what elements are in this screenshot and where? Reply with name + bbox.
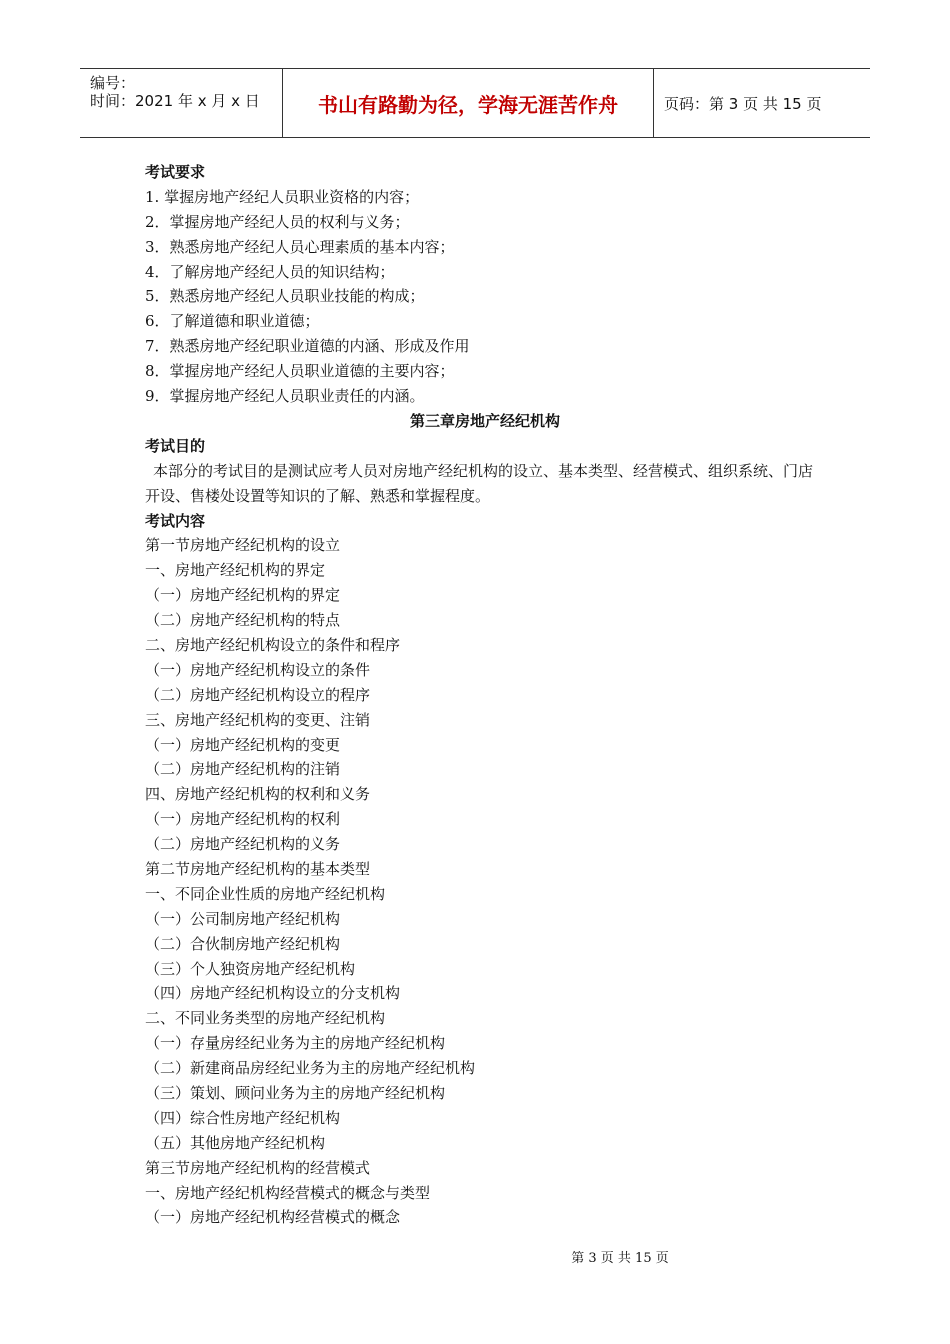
contents-line: （三）策划、顾问业务为主的房地产经纪机构 <box>145 1083 446 1102</box>
requirement-item: 2．掌握房地产经纪人员的权利与义务； <box>145 212 410 231</box>
contents-line: （一）房地产经纪机构的界定 <box>145 586 341 605</box>
requirement-item: 7．熟悉房地产经纪职业道德的内涵、形成及作用 <box>145 337 470 356</box>
contents-line: 四、房地产经纪机构的权利和义务 <box>145 785 371 804</box>
header-page-info: 页码：第 3 页 共 15 页 <box>664 94 822 113</box>
contents-line: 一、不同企业性质的房地产经纪机构 <box>145 884 386 903</box>
requirement-item: 6．了解道德和职业道德； <box>145 312 320 331</box>
purpose-heading: 考试目的 <box>145 436 206 455</box>
contents-line: （二）房地产经纪机构设立的程序 <box>145 685 371 704</box>
requirement-item: 5．熟悉房地产经纪人员职业技能的构成； <box>145 287 425 306</box>
requirement-item: 8．掌握房地产经纪人员职业道德的主要内容； <box>145 362 455 381</box>
contents-line: 第一节房地产经纪机构的设立 <box>145 536 341 555</box>
contents-line: （二）房地产经纪机构的义务 <box>145 835 341 854</box>
contents-heading: 考试内容 <box>145 511 206 530</box>
footer-page-number: 第 3 页 共 15 页 <box>571 1251 669 1266</box>
contents-line: （一）房地产经纪机构的权利 <box>145 810 341 829</box>
document-body <box>145 160 825 1230</box>
header-page-cell <box>654 69 870 137</box>
contents-line: （二）合伙制房地产经纪机构 <box>145 934 341 953</box>
contents-line: （一）房地产经纪机构设立的条件 <box>145 660 371 679</box>
contents-line: 二、不同业务类型的房地产经纪机构 <box>145 1009 386 1028</box>
contents-line: （五）其他房地产经纪机构 <box>145 1133 326 1152</box>
contents-line: （三）个人独资房地产经纪机构 <box>145 959 356 978</box>
contents-line: （四）房地产经纪机构设立的分支机构 <box>145 984 401 1003</box>
contents-line: 三、房地产经纪机构的变更、注销 <box>145 710 371 729</box>
header-left-cell <box>80 69 283 137</box>
contents-line: （一）房地产经纪机构经营模式的概念 <box>145 1208 401 1227</box>
contents-line: （一）存量房经纪业务为主的房地产经纪机构 <box>145 1034 446 1053</box>
requirement-item: 3．熟悉房地产经纪人员心理素质的基本内容； <box>145 237 455 256</box>
requirements-list <box>145 185 825 409</box>
contents-line: （一）房地产经纪机构的变更 <box>145 735 341 754</box>
contents-line: 第二节房地产经纪机构的基本类型 <box>145 859 371 878</box>
contents-line: 一、房地产经纪机构的界定 <box>145 561 326 580</box>
page-footer <box>0 1247 950 1266</box>
document-number-label: 编号： <box>90 74 136 92</box>
requirements-heading: 考试要求 <box>145 163 206 181</box>
header-table <box>80 68 870 138</box>
contents-list <box>145 533 825 1230</box>
contents-line: 第三节房地产经纪机构的经营模式 <box>145 1158 371 1177</box>
contents-line: 二、房地产经纪机构设立的条件和程序 <box>145 635 401 654</box>
purpose-paragraph: 本部分的考试目的是测试应考人员对房地产经纪机构的设立、基本类型、经营模式、组织系统、门店开设、售楼处设置等知识的了解、熟悉和掌握程度。 <box>145 461 814 505</box>
requirement-item: 4．了解房地产经纪人员的知识结构； <box>145 262 395 281</box>
contents-line: （二）房地产经纪机构的注销 <box>145 760 341 779</box>
chapter-title: 第三章房地产经纪机构 <box>409 411 560 430</box>
contents-line: 一、房地产经纪机构经营模式的概念与类型 <box>145 1183 431 1202</box>
contents-line: （四）综合性房地产经纪机构 <box>145 1108 341 1127</box>
contents-line: （二）房地产经纪机构的特点 <box>145 611 341 630</box>
requirement-item: 1. 掌握房地产经纪人员职业资格的内容； <box>145 187 420 206</box>
header-motto-cell <box>283 69 654 137</box>
contents-line: （一）公司制房地产经纪机构 <box>145 909 341 928</box>
contents-line: （二）新建商品房经纪业务为主的房地产经纪机构 <box>145 1059 476 1078</box>
requirement-item: 9．掌握房地产经纪人员职业责任的内涵。 <box>145 387 425 406</box>
header-motto: 书山有路勤为径，学海无涯苦作舟 <box>318 92 618 117</box>
document-date-label: 时间：2021 年 x 月 x 日 <box>90 92 260 110</box>
